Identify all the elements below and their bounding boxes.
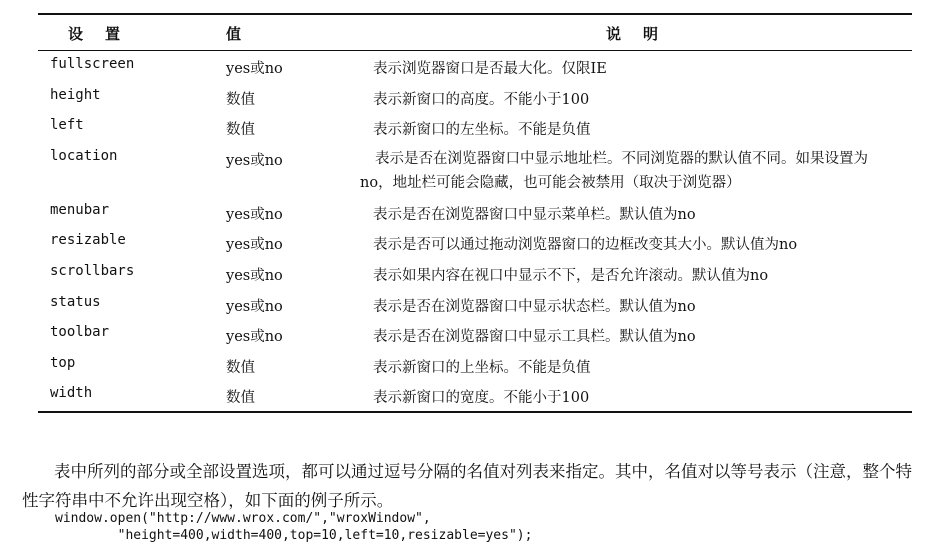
table-header-row [38, 15, 912, 50]
code-example [55, 510, 532, 544]
table-row [38, 380, 912, 411]
setting-name: resizable [50, 232, 126, 249]
table-row [38, 82, 912, 113]
header-value: 值 [226, 25, 242, 43]
table-bottom-rule [38, 411, 912, 413]
setting-name: scrollbars [50, 262, 135, 279]
setting-value: yes或no [226, 298, 283, 315]
setting-value: 数值 [226, 91, 255, 108]
setting-description: 表示新窗口的宽度。不能小于100 [373, 390, 590, 407]
setting-value: yes或no [226, 329, 283, 346]
setting-name: menubar [50, 201, 110, 218]
setting-name: location [50, 147, 118, 164]
setting-description: 表示浏览器窗口是否最大化。仅限IE [373, 61, 607, 77]
setting-description: 表示是否在浏览器窗口中显示菜单栏。默认值为no [373, 206, 696, 223]
code-line-2: "height=400,width=400,top=10,left=10,resizable=yes"); [55, 528, 533, 543]
setting-value: yes或no [226, 237, 283, 254]
table-row [38, 197, 912, 228]
table-row [38, 319, 912, 350]
setting-name: left [50, 117, 84, 134]
setting-value: 数值 [226, 390, 255, 407]
setting-description: 表示是否在浏览器窗口中显示状态栏。默认值为no [373, 298, 696, 315]
table-row [38, 143, 912, 197]
setting-description: 表示是否在浏览器窗口中显示工具栏。默认值为no [373, 329, 696, 346]
setting-name: toolbar [50, 324, 110, 341]
setting-description: 表示如果内容在视口中显示不下，是否允许滚动。默认值为no [373, 267, 769, 284]
setting-value: 数值 [226, 122, 255, 139]
table-row [38, 227, 912, 258]
setting-description: 表示新窗口的高度。不能小于100 [373, 91, 590, 108]
table-row [38, 289, 912, 320]
setting-name: top [50, 354, 76, 371]
setting-description: 表示新窗口的左坐标。不能是负值 [373, 122, 591, 139]
setting-description: 表示新窗口的上坐标。不能是负值 [373, 359, 591, 376]
setting-value: 数值 [226, 359, 255, 376]
window-features-table [38, 13, 912, 413]
table-row [38, 350, 912, 381]
code-line-1: window.open("http://www.wrox.com/","wroxWindow", [55, 511, 431, 526]
setting-value: yes或no [226, 206, 283, 223]
setting-name: width [50, 385, 93, 402]
table-row [38, 258, 912, 289]
setting-description: 表示是否在浏览器窗口中显示地址栏。不同浏览器的默认值不同。如果设置为no，地址栏可能会隐藏，也可能会被禁用（取决于浏览器） [360, 150, 868, 191]
setting-value: yes或no [226, 152, 283, 169]
table-row [38, 51, 912, 82]
setting-value: yes或no [226, 61, 283, 77]
header-setting: 设置 [68, 25, 143, 43]
table-row [38, 112, 912, 143]
header-description: 说明 [606, 25, 681, 43]
setting-name: status [50, 293, 101, 310]
setting-name: height [50, 86, 101, 103]
setting-name: fullscreen [50, 56, 135, 72]
setting-value: yes或no [226, 267, 283, 284]
setting-description: 表示是否可以通过拖动浏览器窗口的边框改变其大小。默认值为no [373, 237, 798, 254]
body-paragraph: 表中所列的部分或全部设置选项，都可以通过逗号分隔的名值对列表来指定。其中，名值对以等号表示（注意，整个特性字符串中不允许出现空格），如下面的例子所示。 [22, 461, 912, 510]
